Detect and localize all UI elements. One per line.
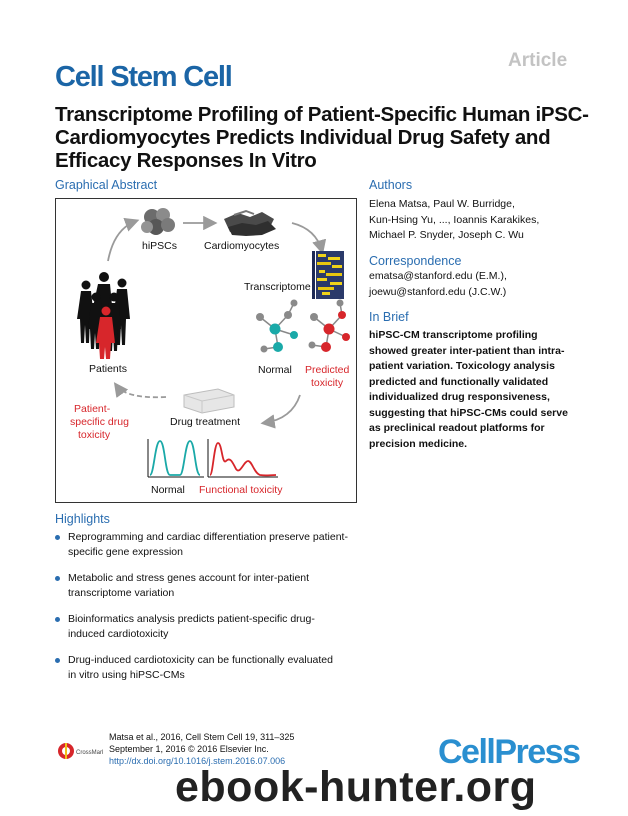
cardiomyocytes-icon	[224, 211, 276, 236]
correspondence-heading: Correspondence	[369, 254, 462, 268]
watermark-text: ebook-hunter.org	[175, 763, 537, 811]
highlight-line: specific gene expression	[68, 546, 183, 558]
correspondence-email[interactable]: joewu@stanford.edu (J.C.W.)	[369, 285, 507, 298]
label-trace-normal: Normal	[151, 484, 185, 496]
in-brief-line: suggesting that hiPSC-CMs could serve	[369, 406, 568, 419]
transcriptome-heatmap-icon	[312, 251, 344, 299]
citation-line: Matsa et al., 2016, Cell Stem Cell 19, 311–325	[109, 732, 295, 742]
graphical-abstract-figure	[56, 199, 356, 502]
highlight-line: Reprogramming and cardiac differentiation preserve patient-	[68, 531, 348, 543]
correspondence-list	[369, 269, 609, 300]
crossmark-label: CrossMark	[76, 750, 103, 756]
label-normal: Normal	[258, 364, 292, 376]
label-trace-functional: Functional toxicity	[199, 484, 283, 496]
bullet-icon	[55, 617, 60, 622]
in-brief-text	[369, 328, 614, 452]
label-transcriptome: Transcriptome	[244, 281, 311, 293]
graphical-abstract-heading: Graphical Abstract	[55, 178, 158, 192]
label-predicted: Predicted	[305, 364, 350, 376]
normal-network-icon	[256, 300, 298, 353]
label-cardiomyocytes: Cardiomyocytes	[204, 240, 280, 252]
highlight-line: Metabolic and stress genes account for inter-patient	[68, 572, 310, 584]
highlight-item	[55, 571, 360, 601]
functional-toxicity-trace	[208, 439, 278, 477]
correspondence-email[interactable]: ematsa@stanford.edu (E.M.),	[369, 270, 507, 282]
in-brief-line: showed greater inter-patient than intra-	[369, 344, 565, 357]
journal-logo: Cell Stem Cell	[55, 61, 232, 93]
bullet-icon	[55, 658, 60, 663]
in-brief-line: predicted and functionally validated	[369, 375, 549, 388]
bullet-icon	[55, 535, 60, 540]
predicted-toxicity-network-icon	[309, 300, 351, 353]
label-psd-line1: Patient-	[74, 403, 111, 415]
label-toxicity: toxicity	[311, 377, 344, 389]
in-brief-line: precision medicine.	[369, 437, 468, 450]
highlight-line: in vitro using hiPSC-CMs	[68, 669, 185, 681]
highlight-line: Drug-induced cardiotoxicity can be functionally evaluated	[68, 654, 333, 666]
citation-line: September 1, 2016 © 2016 Elsevier Inc.	[109, 744, 269, 754]
cellpress-logo: CellPress	[438, 733, 580, 771]
graphical-abstract	[55, 198, 357, 503]
doi-link[interactable]: http://dx.doi.org/10.1016/j.stem.2016.07.006	[109, 756, 286, 766]
highlight-item	[55, 653, 360, 683]
crossmark-logo[interactable]	[57, 740, 103, 762]
arrow-network-to-drug	[264, 395, 300, 423]
crossmark-icon	[57, 740, 103, 762]
in-brief-line: as preclinical readout platforms for	[369, 422, 545, 434]
citation-block	[109, 731, 294, 767]
in-brief-heading: In Brief	[369, 310, 409, 324]
label-psd-line2: specific drug	[70, 416, 129, 428]
in-brief-line: hiPSC-CM transcriptome profiling	[369, 329, 538, 341]
bullet-icon	[55, 576, 60, 581]
label-psd-line3: toxicity	[78, 429, 111, 441]
highlight-line: Bioinformatics analysis predicts patient-specific drug-	[68, 613, 315, 625]
arrow-cm-to-transcriptome	[292, 223, 322, 251]
arrow-drug-to-patients	[116, 385, 166, 397]
culture-plate-icon	[184, 389, 234, 413]
highlights-heading: Highlights	[55, 512, 110, 526]
article-title: Transcriptome Profiling of Patient-Specific Human iPSC-Cardiomyocytes Predicts Individual Drug Safety and Efficacy Responses In Vitro	[55, 103, 589, 172]
highlight-item	[55, 612, 360, 642]
authors-list	[369, 197, 609, 244]
highlight-line: transcriptome variation	[68, 587, 175, 599]
label-drug-treatment: Drug treatment	[170, 416, 241, 428]
author-line: Michael P. Snyder, Joseph C. Wu	[369, 229, 524, 241]
in-brief-line: individualized drug responsiveness,	[369, 391, 550, 403]
article-type-label: Article	[508, 50, 568, 71]
authors-heading: Authors	[369, 178, 413, 192]
normal-trace	[148, 439, 204, 477]
label-patients: Patients	[89, 363, 127, 375]
hipsc-cluster-icon	[141, 208, 175, 235]
highlight-item	[55, 530, 360, 560]
highlight-line: induced cardiotoxicity	[68, 628, 169, 640]
patients-silhouettes-icon	[77, 272, 130, 359]
author-line: Kun-Hsing Yu, ..., Ioannis Karakikes,	[369, 213, 540, 226]
in-brief-line: patient variation. Toxicology analysis	[369, 360, 555, 372]
author-line: Elena Matsa, Paul W. Burridge,	[369, 198, 515, 210]
arrow-patients-to-hipsc	[108, 221, 136, 261]
label-hipscs: hiPSCs	[142, 240, 178, 252]
highlights-list	[55, 530, 360, 694]
